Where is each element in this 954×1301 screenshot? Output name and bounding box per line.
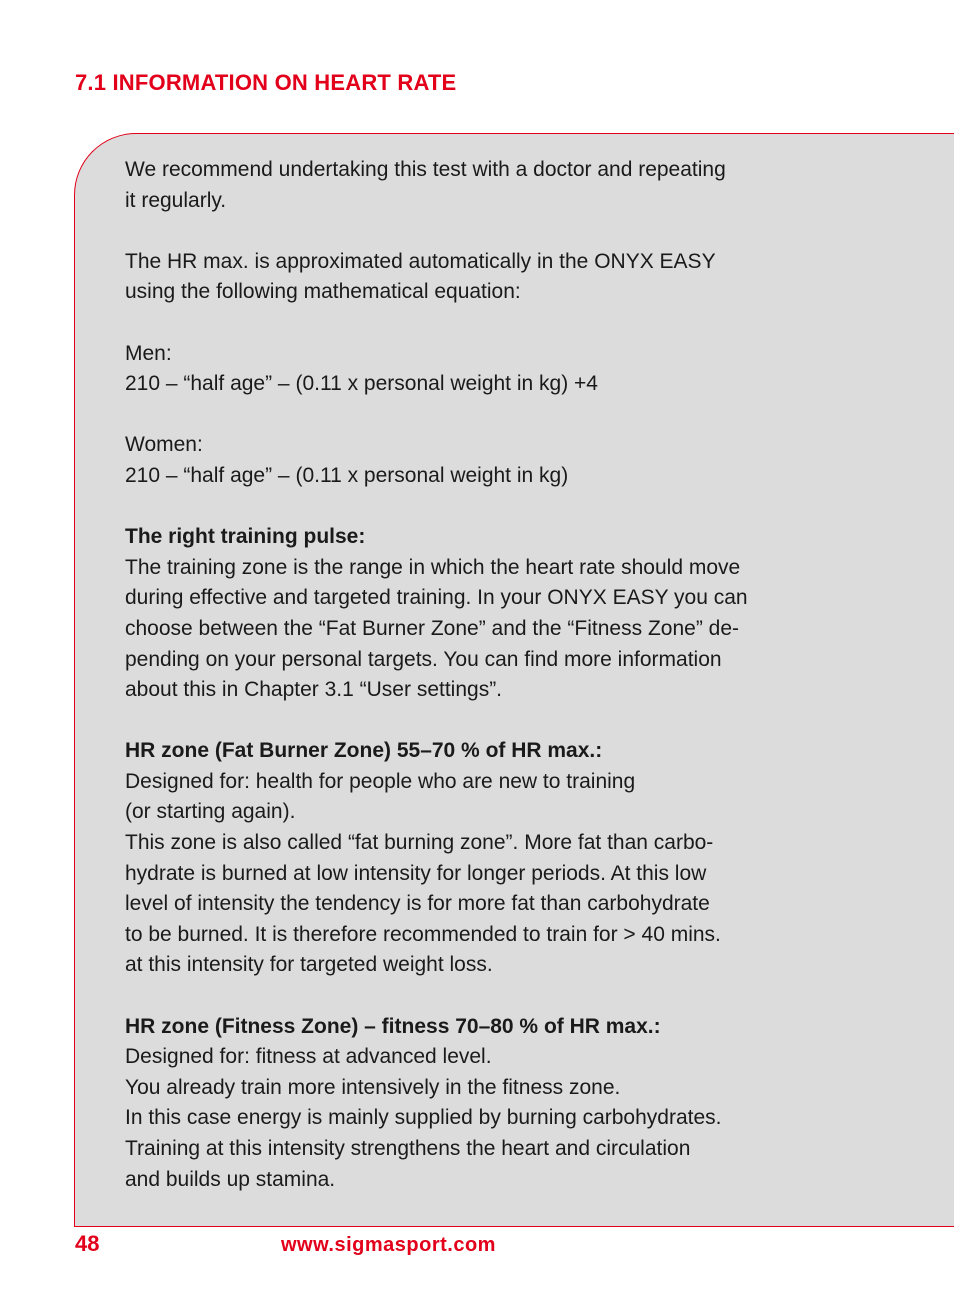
fat-burner-paragraph xyxy=(125,736,845,981)
text-line: This zone is also called “fat burning zone”. More fat than carbo- xyxy=(125,831,714,855)
fat-burner-heading: HR zone (Fat Burner Zone) 55–70 % of HR max.: xyxy=(125,739,603,763)
text-line: choose between the “Fat Burner Zone” and the “Fitness Zone” de- xyxy=(125,616,739,640)
text-line: using the following mathematical equation: xyxy=(125,280,521,304)
text-line: at this intensity for targeted weight loss. xyxy=(125,953,493,977)
text-line: and builds up stamina. xyxy=(125,1167,336,1191)
text-line: In this case energy is mainly supplied by burning carbohydrates. xyxy=(125,1106,722,1130)
text-line: pending on your personal targets. You can find more information xyxy=(125,647,722,671)
text-line: You already train more intensively in the fitness zone. xyxy=(125,1075,621,1099)
fitness-paragraph xyxy=(125,1012,845,1196)
text-line: during effective and targeted training. In your ONYX EASY you can xyxy=(125,586,748,610)
text-line: Designed for: health for people who are new to training xyxy=(125,769,636,793)
text-line: to be burned. It is therefore recommended to train for > 40 mins. xyxy=(125,922,721,946)
text-line: The HR max. is approximated automatically in the ONYX EASY xyxy=(125,249,716,273)
content-body xyxy=(125,155,845,1195)
men-label: Men: xyxy=(125,341,172,365)
text-line: about this in Chapter 3.1 “User settings”. xyxy=(125,678,503,702)
training-pulse-paragraph xyxy=(125,522,845,706)
text-line: hydrate is burned at low intensity for longer periods. At this low xyxy=(125,861,707,885)
text-line: The training zone is the range in which the heart rate should move xyxy=(125,555,741,579)
text-line: it regularly. xyxy=(125,188,227,212)
text-line: We recommend undertaking this test with a doctor and repeating xyxy=(125,158,726,181)
men-formula-paragraph xyxy=(125,339,845,400)
fitness-heading: HR zone (Fitness Zone) – fitness 70–80 % of HR max.: xyxy=(125,1014,661,1038)
text-line: level of intensity the tendency is for more fat than carbohydrate xyxy=(125,892,710,916)
text-line: (or starting again). xyxy=(125,800,296,824)
text-line: Designed for: fitness at advanced level. xyxy=(125,1045,492,1069)
women-formula: 210 – “half age” – (0.11 x personal weight in kg) xyxy=(125,463,569,487)
intro-paragraph xyxy=(125,155,845,216)
women-label: Women: xyxy=(125,433,203,457)
text-line: Training at this intensity strengthens the heart and circulation xyxy=(125,1137,691,1160)
women-formula-paragraph xyxy=(125,430,845,491)
equation-intro-paragraph xyxy=(125,247,845,308)
men-formula: 210 – “half age” – (0.11 x personal weight in kg) +4 xyxy=(125,372,598,396)
training-pulse-heading: The right training pulse: xyxy=(125,525,366,549)
website-link[interactable]: www.sigmasport.com xyxy=(281,1234,496,1256)
section-title: 7.1 INFORMATION ON HEART RATE xyxy=(75,70,457,95)
page-number: 48 xyxy=(75,1231,100,1256)
